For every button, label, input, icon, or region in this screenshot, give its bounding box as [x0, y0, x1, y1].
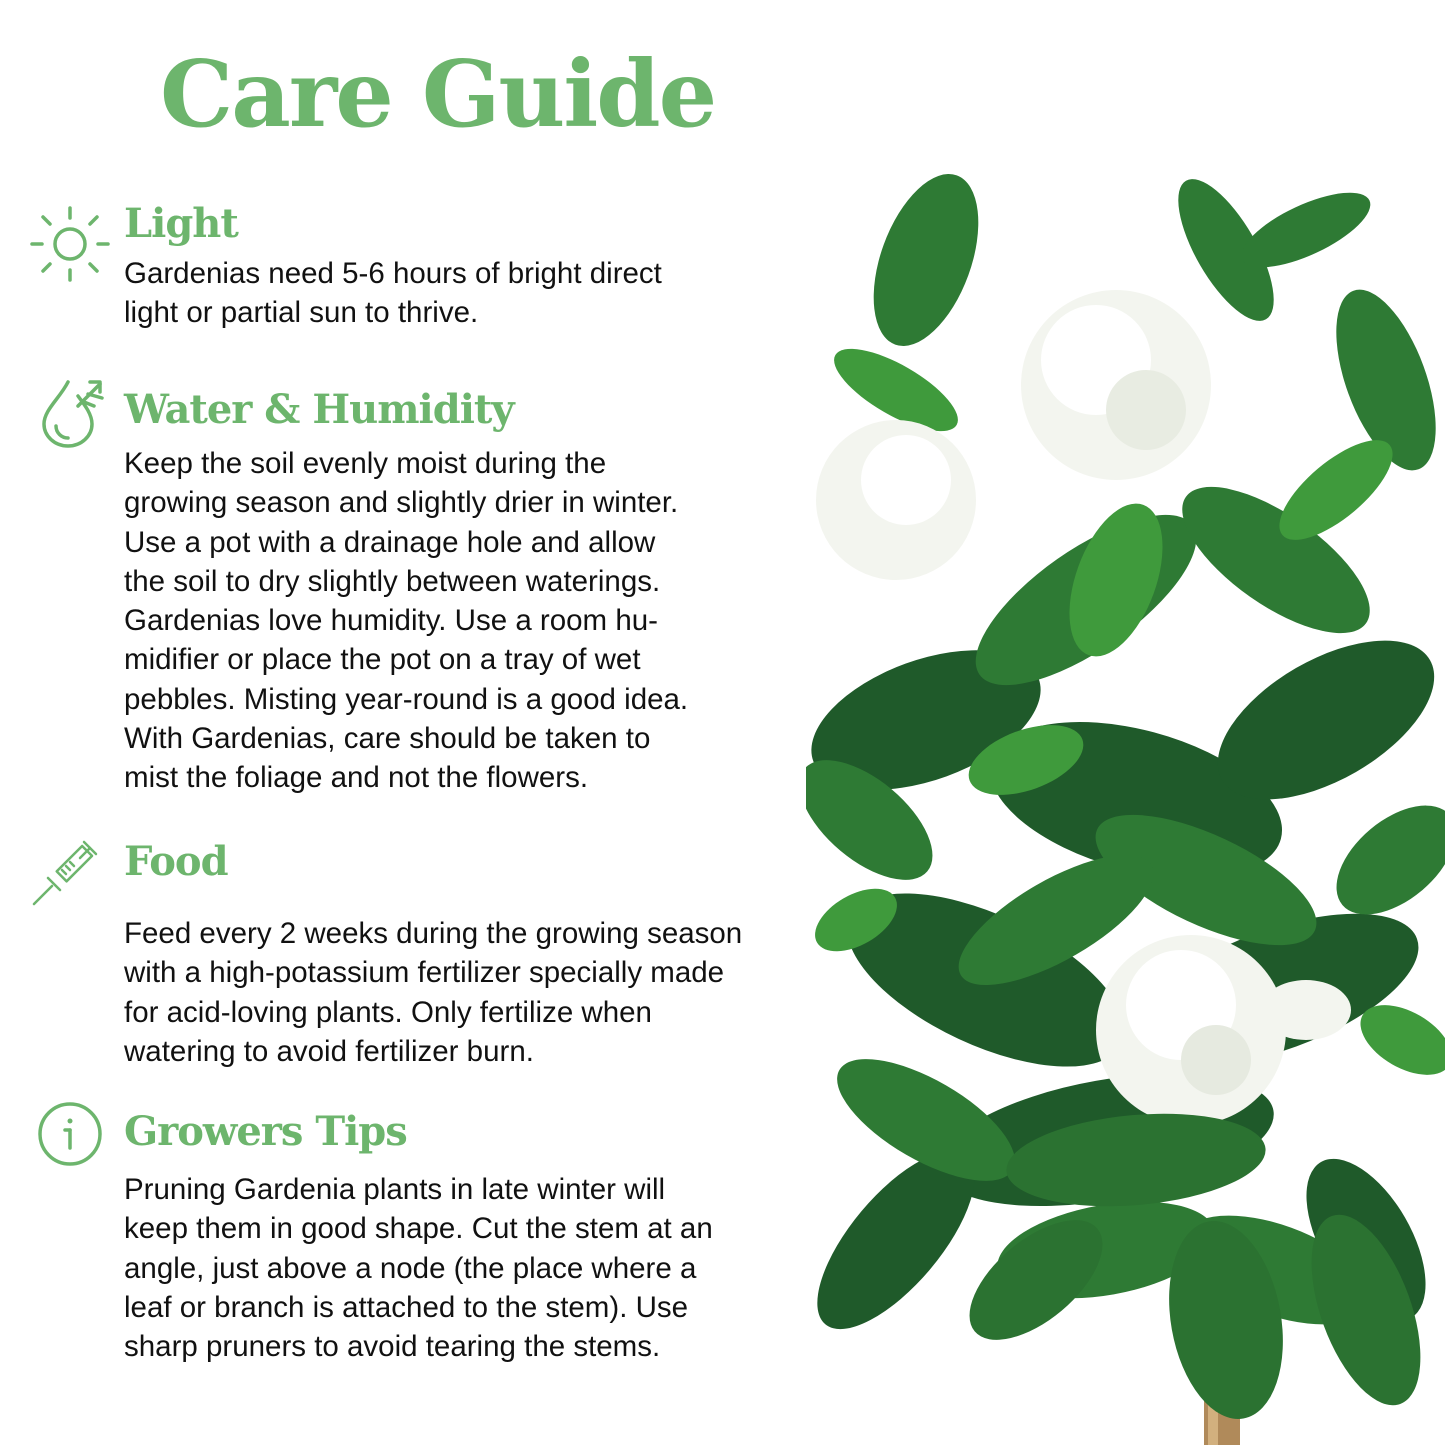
section-food — [124, 838, 784, 1071]
gardenia-plant-image — [806, 160, 1445, 1450]
section-heading: Water & Humidity — [124, 386, 514, 433]
syringe-icon — [30, 838, 100, 908]
section-heading: Food — [124, 838, 228, 885]
section-heading: Growers Tips — [124, 1108, 407, 1155]
section-body: Feed every 2 weeks during the growing season with a high-potassium fertilizer specially made for acid-loving plants. Only fertilize when watering to avoid fertilizer burn. — [124, 917, 743, 1068]
section-body: Gardenias need 5-6 hours of bright direct light or partial sun to thrive. — [124, 257, 662, 330]
section-light — [124, 200, 784, 333]
section-body: Pruning Gardenia plants in late winter will keep them in good shape. Cut the stem at an angle, just above a node (the place where a leaf or branch is attached to the stem). Use sharp pruners to avoid tearing the stems. — [124, 1173, 713, 1364]
section-growers-tips — [124, 1108, 784, 1366]
info-icon — [36, 1100, 104, 1168]
section-water-humidity — [124, 386, 784, 798]
sun-icon — [28, 204, 112, 284]
section-heading: Light — [124, 200, 238, 247]
section-body: Keep the soil evenly moist during the growing season and slightly drier in winter. Use a pot with a drainage hole and allow the soil to dry slightly between waterings. Gardenias love humidity. Use a room hu- midifier or place the pot on a tray of wet pebbles. Misting year-round is a good idea. With Gardenias, care should be taken to mist the foliage and not the flowers. — [124, 447, 689, 795]
water-drop-icon — [38, 376, 108, 448]
page-title: Care Guide — [160, 40, 716, 148]
